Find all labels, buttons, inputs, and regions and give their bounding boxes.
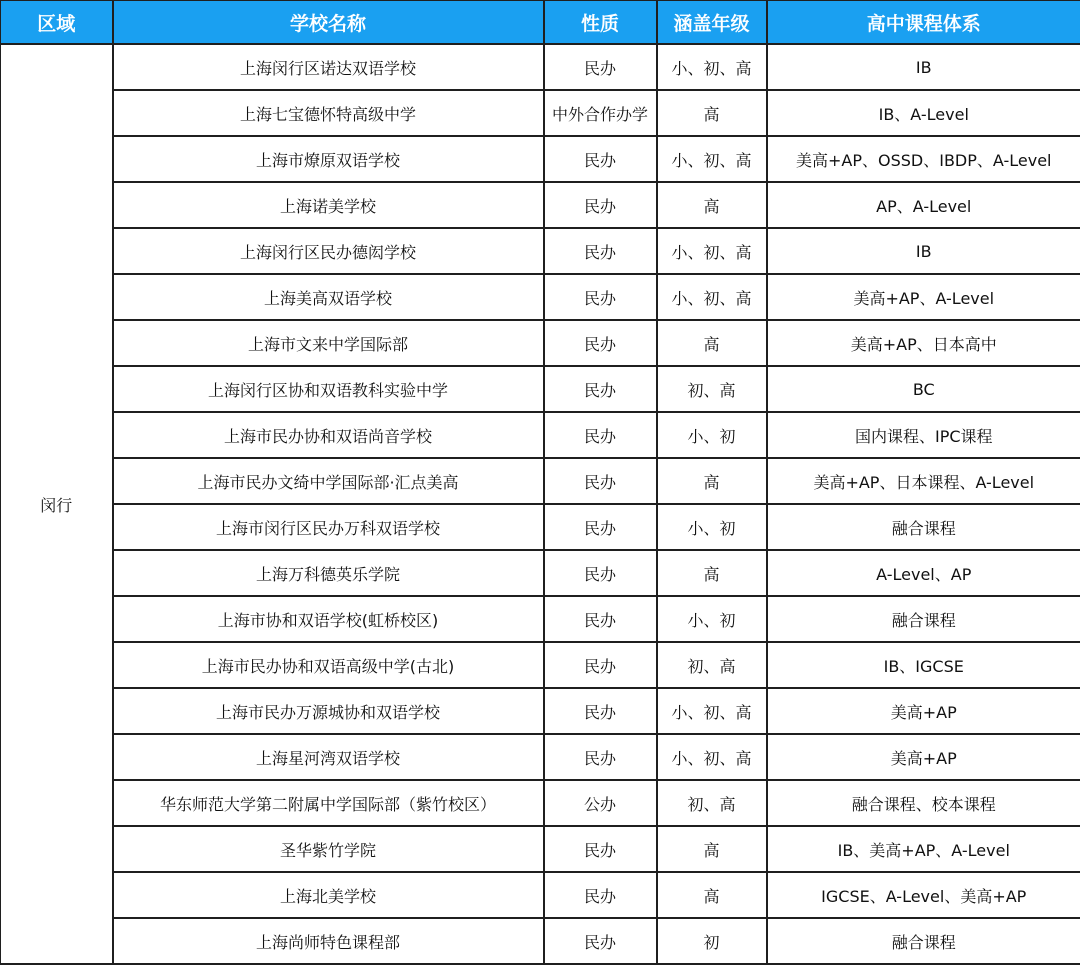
- curriculum-cell: 美高+AP、日本课程、A-Level: [767, 458, 1080, 504]
- grades-cell: 初: [657, 918, 767, 964]
- table-row: [1, 274, 1080, 320]
- curriculum-cell: 美高+AP、OSSD、IBDP、A-Level: [767, 136, 1080, 182]
- table-row: [1, 320, 1080, 366]
- grades-cell: 小、初: [657, 504, 767, 550]
- table-row: [1, 872, 1080, 918]
- grades-cell: 高: [657, 182, 767, 228]
- school-type-cell: 民办: [544, 412, 657, 458]
- table-row: [1, 44, 1080, 90]
- table-row: [1, 182, 1080, 228]
- grades-cell: 小、初: [657, 596, 767, 642]
- school-name-cell: 上海市闵行区民办万科双语学校: [113, 504, 544, 550]
- table-row: [1, 596, 1080, 642]
- table-row: [1, 504, 1080, 550]
- school-name-cell: 上海闵行区诺达双语学校: [113, 44, 544, 90]
- school-name-cell: 圣华紫竹学院: [113, 826, 544, 872]
- school-name-cell: 上海市民办万源城协和双语学校: [113, 688, 544, 734]
- grades-cell: 初、高: [657, 642, 767, 688]
- school-type-cell: 民办: [544, 872, 657, 918]
- table-row: [1, 136, 1080, 182]
- table-row: [1, 642, 1080, 688]
- header-region: 区域: [1, 1, 113, 45]
- curriculum-cell: IGCSE、A-Level、美高+AP: [767, 872, 1080, 918]
- school-name-cell: 上海美高双语学校: [113, 274, 544, 320]
- table-row: [1, 550, 1080, 596]
- grades-cell: 小、初、高: [657, 734, 767, 780]
- curriculum-cell: IB: [767, 44, 1080, 90]
- school-type-cell: 民办: [544, 504, 657, 550]
- school-type-cell: 民办: [544, 182, 657, 228]
- table-row: [1, 780, 1080, 826]
- school-type-cell: 民办: [544, 136, 657, 182]
- table-row: [1, 412, 1080, 458]
- school-type-cell: 民办: [544, 320, 657, 366]
- school-type-cell: 民办: [544, 734, 657, 780]
- school-name-cell: 上海市民办文绮中学国际部·汇点美高: [113, 458, 544, 504]
- table-row: [1, 90, 1080, 136]
- table-row: [1, 458, 1080, 504]
- school-name-cell: 上海闵行区协和双语教科实验中学: [113, 366, 544, 412]
- grades-cell: 小、初、高: [657, 228, 767, 274]
- curriculum-cell: 美高+AP、A-Level: [767, 274, 1080, 320]
- school-type-cell: 民办: [544, 550, 657, 596]
- table-row: [1, 918, 1080, 964]
- grades-cell: 高: [657, 90, 767, 136]
- grades-cell: 小、初、高: [657, 44, 767, 90]
- school-type-cell: 公办: [544, 780, 657, 826]
- curriculum-cell: IB、A-Level: [767, 90, 1080, 136]
- grades-cell: 高: [657, 458, 767, 504]
- school-type-cell: 民办: [544, 458, 657, 504]
- school-name-cell: 华东师范大学第二附属中学国际部（紫竹校区）: [113, 780, 544, 826]
- curriculum-cell: 美高+AP、日本高中: [767, 320, 1080, 366]
- school-name-cell: 上海万科德英乐学院: [113, 550, 544, 596]
- school-name-cell: 上海市民办协和双语高级中学(古北): [113, 642, 544, 688]
- school-type-cell: 民办: [544, 596, 657, 642]
- header-row: [1, 1, 1080, 45]
- table-body: [1, 44, 1080, 964]
- school-name-cell: 上海市燎原双语学校: [113, 136, 544, 182]
- curriculum-cell: A-Level、AP: [767, 550, 1080, 596]
- grades-cell: 高: [657, 872, 767, 918]
- school-name-cell: 上海市民办协和双语尚音学校: [113, 412, 544, 458]
- grades-cell: 初、高: [657, 780, 767, 826]
- school-type-cell: 中外合作办学: [544, 90, 657, 136]
- curriculum-cell: 融合课程: [767, 918, 1080, 964]
- school-name-cell: 上海星河湾双语学校: [113, 734, 544, 780]
- school-type-cell: 民办: [544, 274, 657, 320]
- header-type: 性质: [544, 1, 657, 45]
- table-row: [1, 366, 1080, 412]
- school-type-cell: 民办: [544, 44, 657, 90]
- school-type-cell: 民办: [544, 642, 657, 688]
- region-cell: 闵行: [1, 44, 113, 964]
- curriculum-cell: BC: [767, 366, 1080, 412]
- grades-cell: 小、初、高: [657, 688, 767, 734]
- school-type-cell: 民办: [544, 826, 657, 872]
- school-type-cell: 民办: [544, 228, 657, 274]
- grades-cell: 高: [657, 826, 767, 872]
- school-name-cell: 上海闵行区民办德闳学校: [113, 228, 544, 274]
- school-name-cell: 上海诺美学校: [113, 182, 544, 228]
- table-row: [1, 688, 1080, 734]
- curriculum-cell: 融合课程、校本课程: [767, 780, 1080, 826]
- school-name-cell: 上海市文来中学国际部: [113, 320, 544, 366]
- curriculum-cell: IB: [767, 228, 1080, 274]
- school-type-cell: 民办: [544, 918, 657, 964]
- table-row: [1, 826, 1080, 872]
- header-grades: 涵盖年级: [657, 1, 767, 45]
- header-curriculum: 高中课程体系: [767, 1, 1080, 45]
- header-school-name: 学校名称: [113, 1, 544, 45]
- grades-cell: 小、初: [657, 412, 767, 458]
- school-type-cell: 民办: [544, 688, 657, 734]
- curriculum-cell: 美高+AP: [767, 688, 1080, 734]
- school-name-cell: 上海七宝德怀特高级中学: [113, 90, 544, 136]
- grades-cell: 小、初、高: [657, 136, 767, 182]
- grades-cell: 初、高: [657, 366, 767, 412]
- school-name-cell: 上海市协和双语学校(虹桥校区): [113, 596, 544, 642]
- grades-cell: 高: [657, 320, 767, 366]
- school-type-cell: 民办: [544, 366, 657, 412]
- curriculum-cell: 融合课程: [767, 504, 1080, 550]
- school-name-cell: 上海尚师特色课程部: [113, 918, 544, 964]
- school-name-cell: 上海北美学校: [113, 872, 544, 918]
- curriculum-cell: 美高+AP: [767, 734, 1080, 780]
- table-row: [1, 734, 1080, 780]
- curriculum-cell: IB、美高+AP、A-Level: [767, 826, 1080, 872]
- curriculum-cell: 融合课程: [767, 596, 1080, 642]
- grades-cell: 小、初、高: [657, 274, 767, 320]
- curriculum-cell: IB、IGCSE: [767, 642, 1080, 688]
- curriculum-cell: 国内课程、IPC课程: [767, 412, 1080, 458]
- table-row: [1, 228, 1080, 274]
- curriculum-cell: AP、A-Level: [767, 182, 1080, 228]
- grades-cell: 高: [657, 550, 767, 596]
